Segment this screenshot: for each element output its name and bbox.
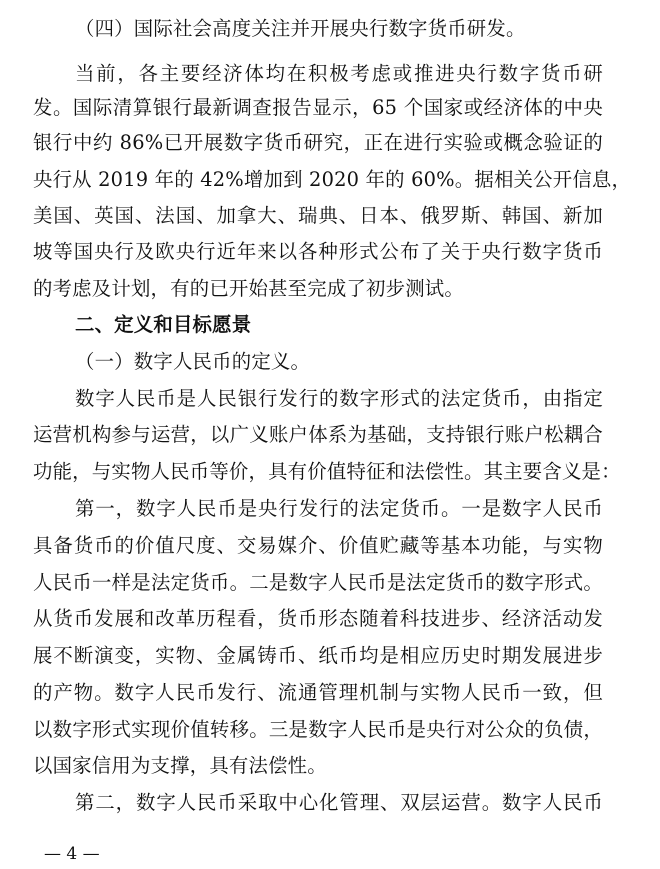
paragraph-line: 功能，与实物人民币等价，具有价值特征和法偿性。其主要含义是： [33,460,621,483]
paragraph-line: 银行中约 86%已开展数字货币研究，正在进行实验或概念验证的 [33,131,603,154]
paragraph-line: 从货币发展和改革历程看，货币形态随着科技进步、经济活动发 [33,607,603,630]
paragraph-line: 坡等国央行及欧央行近年来以各种形式公布了关于央行数字货币 [33,240,603,263]
paragraph-line: 人民币一样是法定货币。二是数字人民币是法定货币的数字形式。 [33,571,603,594]
subheading-definition: （一）数字人民币的定义。 [75,350,311,373]
page-number: — 4 — [44,844,100,864]
paragraph-line: 的考虑及计划，有的已开始甚至完成了初步测试。 [33,277,464,300]
subheading-international: （四）国际社会高度关注并开展央行数字货币研发。 [75,17,526,40]
paragraph-line: 展不断演变，实物、金属铸币、纸币均是相应历史时期发展进步 [33,644,603,667]
paragraph-line: 第二，数字人民币采取中心化管理、双层运营。数字人民币 [75,791,603,814]
paragraph-line: 第一，数字人民币是央行发行的法定货币。一是数字人民币 [75,497,603,520]
paragraph-line: 发。国际清算银行最新调查报告显示，65 个国家或经济体的中央 [33,96,603,119]
paragraph-line: 央行从 2019 年的 42%增加到 2020 年的 60%。据相关公开信息， [33,168,632,191]
paragraph-line: 以国家信用为支撑，具有法偿性。 [33,754,327,777]
paragraph-line: 当前，各主要经济体均在积极考虑或推进央行数字货币研 [75,62,603,85]
paragraph-line: 运营机构参与运营，以广义账户体系为基础，支持银行账户松耦合 [33,423,603,446]
paragraph-line: 数字人民币是人民银行发行的数字形式的法定货币，由指定 [75,387,603,410]
section-heading-definition: 二、定义和目标愿景 [75,313,252,336]
paragraph-line: 的产物。数字人民币发行、流通管理机制与实物人民币一致，但 [33,681,603,704]
paragraph-line: 美国、英国、法国、加拿大、瑞典、日本、俄罗斯、韩国、新加 [33,204,603,227]
paragraph-line: 以数字形式实现价值转移。三是数字人民币是央行对公众的负债， [33,718,603,741]
paragraph-line: 具备货币的价值尺度、交易媒介、价值贮藏等基本功能，与实物 [33,534,603,557]
